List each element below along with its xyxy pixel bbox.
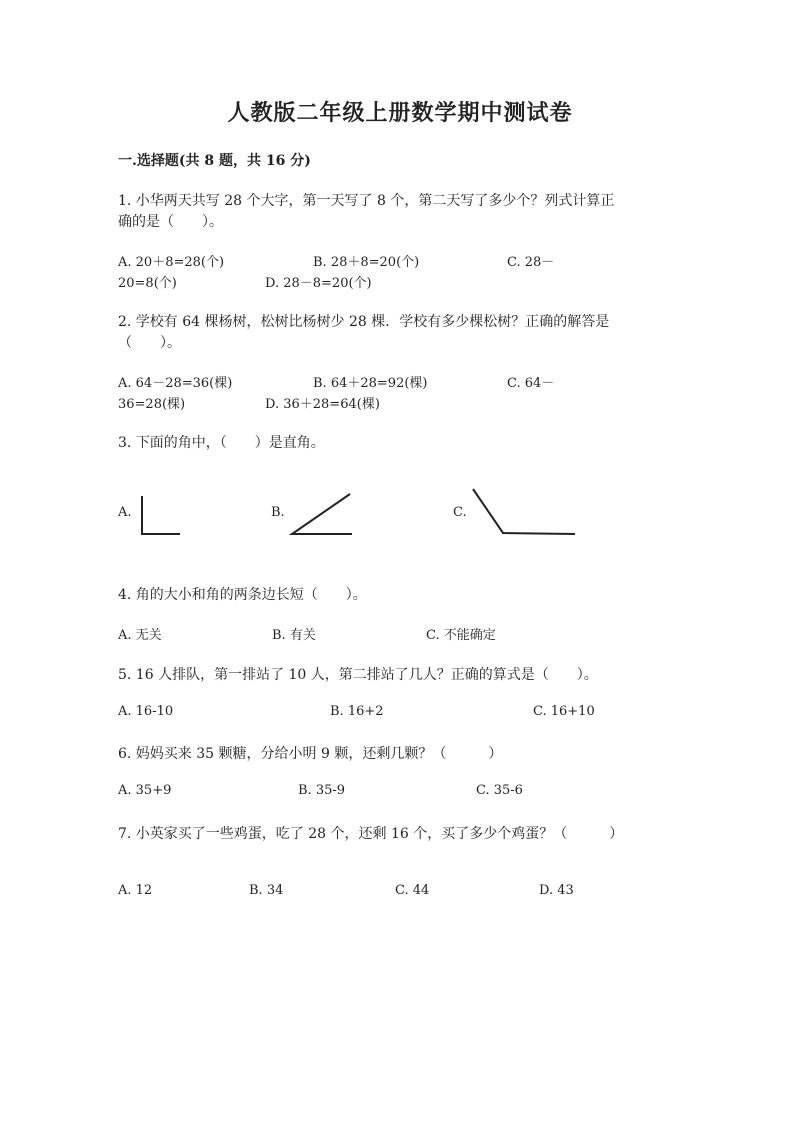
angle-c-obtuse-angle — [471, 487, 577, 537]
question-5-option-a: A. 16-10 — [118, 704, 174, 719]
question-7-option-d: D. 43 — [539, 883, 574, 898]
question-2-option-a: A. 64－28=36(棵) — [118, 376, 233, 391]
question-6-option-b: B. 35-9 — [298, 783, 346, 798]
question-3-option-b: B. — [271, 505, 285, 520]
question-1-option-d: D. 28－8=20(个) — [265, 276, 372, 291]
question-1-option-c: C. 28－ — [507, 255, 555, 270]
question-2-option-c: C. 64－ — [507, 376, 555, 391]
question-7-option-b: B. 34 — [249, 883, 284, 898]
question-4-option-c: C. 不能确定 — [426, 628, 496, 643]
question-7-option-a: A. 12 — [118, 883, 153, 898]
section-heading: 一.选择题(共 8 题，共 16 分) — [118, 153, 311, 169]
question-2-option-b: B. 64＋28=92(棵) — [313, 376, 428, 391]
question-6-option-c: C. 35-6 — [476, 783, 523, 798]
angle-b-acute-angle — [290, 492, 352, 538]
question-5-line-1: 5. 16 人排队，第一排站了 10 人，第二排站了几人？正确的算式是（ ）。 — [118, 667, 598, 683]
question-4-line-1: 4. 角的大小和角的两条边长短（ ）。 — [118, 587, 367, 603]
question-3-option-a: A. — [118, 505, 132, 520]
question-4-option-a: A. 无关 — [118, 628, 162, 643]
question-1-option-c-continued: 20=8(个) — [118, 276, 177, 291]
angle-a-right-angle — [140, 494, 182, 538]
page-title: 人教版二年级上册数学期中测试卷 — [227, 100, 573, 126]
question-1-line-1: 1. 小华两天共写 28 个大字，第一天写了 8 个，第二天写了多少个？列式计算正 — [118, 193, 615, 209]
question-2-option-d: D. 36＋28=64(棵) — [265, 397, 380, 412]
question-6-line-1: 6. 妈妈买来 35 颗糖，分给小明 9 颗，还剩几颗？（ ） — [118, 746, 503, 762]
question-7-option-c: C. 44 — [395, 883, 430, 898]
question-2-line-1: 2. 学校有 64 棵杨树，松树比杨树少 28 棵．学校有多少棵松树？正确的解答是 — [118, 314, 610, 330]
question-4-option-b: B. 有关 — [272, 628, 316, 643]
question-1-option-a: A. 20＋8=28(个) — [118, 255, 225, 270]
question-7-line-1: 7. 小英家买了一些鸡蛋，吃了 28 个，还剩 16 个，买了多少个鸡蛋？（ ） — [118, 826, 624, 842]
question-5-option-c: C. 16+10 — [533, 704, 595, 719]
question-5-option-b: B. 16+2 — [330, 704, 384, 719]
question-2-line-2: （ ）。 — [118, 335, 181, 351]
question-3-option-c: C. — [453, 505, 467, 520]
question-1-option-b: B. 28＋8=20(个) — [313, 255, 420, 270]
question-2-option-c-continued: 36=28(棵) — [118, 397, 186, 412]
question-6-option-a: A. 35+9 — [118, 783, 172, 798]
question-3-line-1: 3. 下面的角中，（ ）是直角。 — [118, 435, 325, 451]
question-1-line-2: 确的是（ ）。 — [118, 214, 223, 230]
